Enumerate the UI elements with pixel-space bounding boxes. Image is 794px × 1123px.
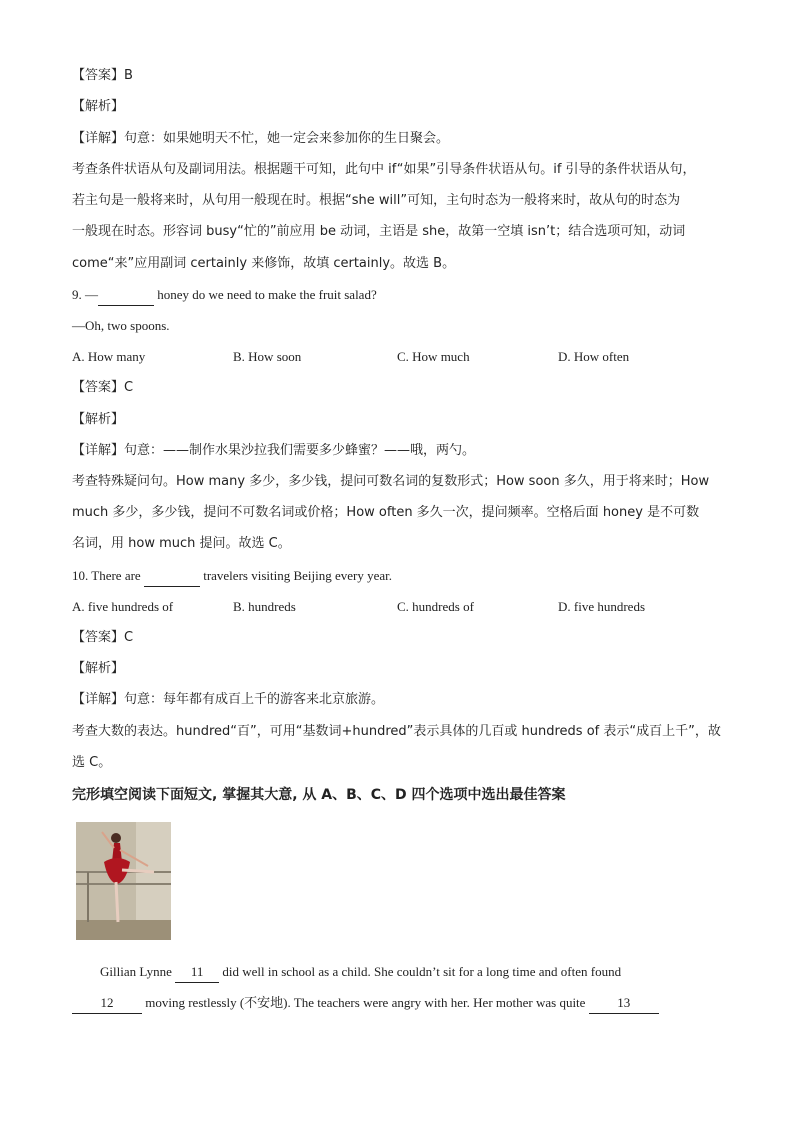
q9-option-c: C. How much: [397, 349, 470, 364]
q9-option-d: D. How often: [558, 349, 630, 364]
blank-12[interactable]: 12: [72, 993, 142, 1014]
q9-explanation-line-2: much 多少，多少钱，提问不可数名词或价格；How often 多久一次，提问频率。空格后面 honey 是不可数: [72, 505, 700, 520]
q9-explanation-line-1: 考查特殊疑问句。How many 多少，多少钱，提问可数名词的复数形式；How soon 多久，用于将来时；How: [72, 474, 710, 489]
q10-stem: [72, 566, 392, 587]
q9-blank: [98, 285, 154, 306]
q9-option-a: A. How many: [72, 349, 146, 364]
cloze-section-heading: 完形填空阅读下面短文, 掌握其大意, 从 A、B、C、D 四个选项中选出最佳答案: [72, 787, 566, 803]
q9-stem: [72, 285, 377, 306]
q8-explanation-line-3: 一般现在时态。形容词 busy“忙的”前应用 be 动词，主语是 she，故第一空填 isn’t；结合选项可知，动词: [72, 224, 686, 239]
q8-explanation-line-1: 考查条件状语从句及副词用法。根据题干可知，此句中 if“如果”引导条件状语从句。if 引导的条件状语从句，: [72, 162, 696, 177]
q9-reply: —Oh, two spoons.: [72, 318, 170, 333]
q10-stem-prefix: 10. There are: [72, 568, 144, 583]
q10-analysis-label: 【解析】: [72, 661, 125, 676]
q8-detail: 【详解】句意：如果她明天不忙，她一定会来参加你的生日聚会。: [72, 131, 450, 146]
q8-explanation-line-2: 若主句是一般将来时，从句用一般现在时。根据“she will”可知，主句时态为一般将来时，故从句的时态为: [72, 193, 681, 208]
q8-answer: 【答案】B: [72, 68, 133, 83]
q10-explanation-line-2: 选 C。: [72, 755, 112, 770]
q10-option-d: D. five hundreds: [558, 599, 646, 614]
q9-analysis-label: 【解析】: [72, 412, 125, 427]
ballet-dancer-photo: [76, 822, 171, 940]
q8-explanation-line-4: come“来”应用副词 certainly 来修饰，故填 certainly。故选 B。: [72, 256, 456, 271]
passage-text: Gillian Lynne: [100, 964, 176, 979]
q10-option-b: B. hundreds: [233, 599, 296, 614]
q9-stem-suffix: honey do we need to make the fruit salad?: [154, 287, 377, 302]
passage-text: did well in school as a child. She couldn’t sit for a long time and often found: [219, 964, 622, 979]
q9-option-b: B. How soon: [233, 349, 302, 364]
passage-line-2: [72, 993, 659, 1014]
passage-line-1: [100, 962, 621, 983]
q9-answer: 【答案】C: [72, 380, 134, 395]
q10-stem-suffix: travelers visiting Beijing every year.: [199, 568, 393, 583]
q9-detail: 【详解】句意：——制作水果沙拉我们需要多少蜂蜜？——哦，两勺。: [72, 443, 476, 458]
q10-detail: 【详解】句意：每年都有成百上千的游客来北京旅游。: [72, 692, 385, 707]
blank-11[interactable]: 11: [175, 962, 219, 983]
blank-13[interactable]: 13: [589, 993, 659, 1014]
q10-option-a: A. five hundreds of: [72, 599, 174, 614]
q10-option-c: C. hundreds of: [397, 599, 474, 614]
q9-explanation-line-3: 名词，用 how much 提问。故选 C。: [72, 536, 291, 551]
q9-stem-prefix: 9. —: [72, 287, 98, 302]
q8-analysis-label: 【解析】: [72, 99, 125, 114]
passage-text: moving restlessly (不安地). The teachers were angry with her. Her mother was quite: [142, 995, 589, 1010]
q10-explanation-line-1: 考查大数的表达。hundred“百”，可用“基数词+hundred”表示具体的几百或 hundreds of 表示“成百上千”，故: [72, 724, 721, 739]
ballet-dancer-illustration: [76, 822, 171, 940]
q10-answer: 【答案】C: [72, 630, 134, 645]
q10-blank: [144, 566, 200, 587]
